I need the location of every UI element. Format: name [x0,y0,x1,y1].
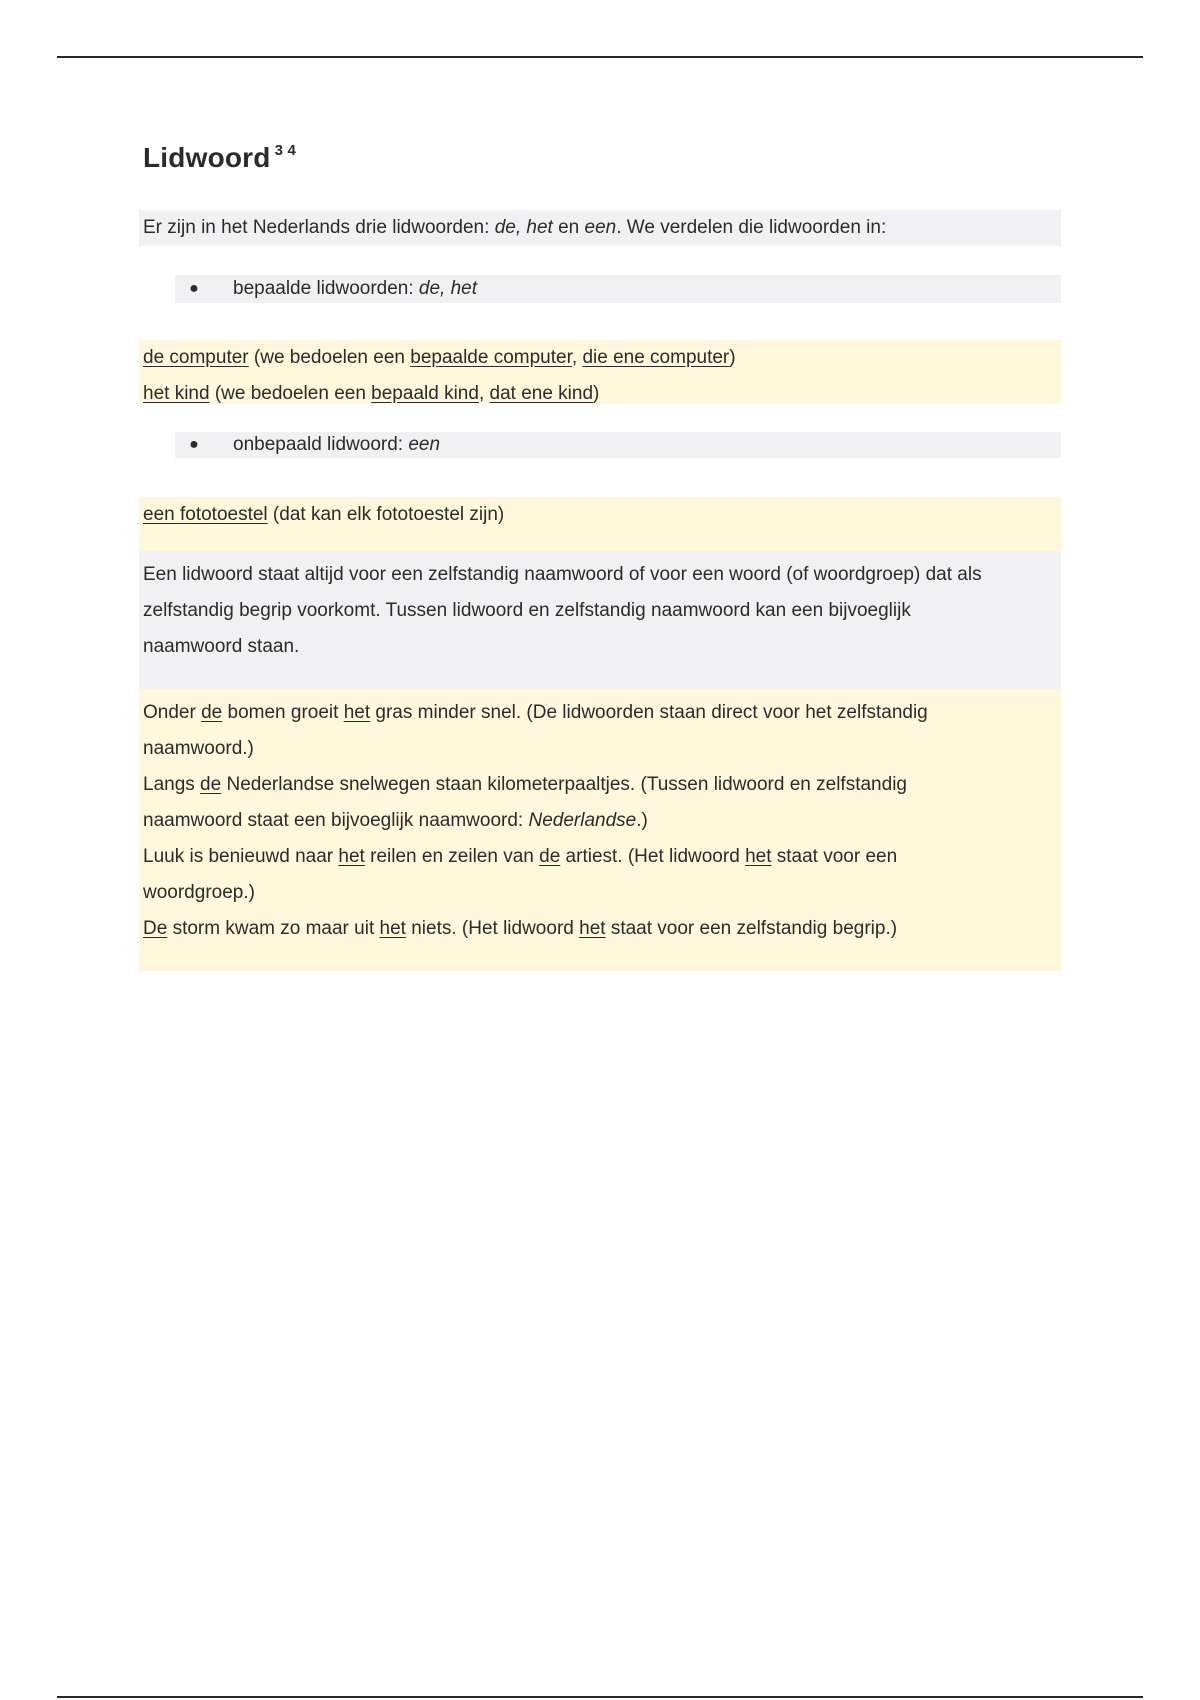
italic-word: Nederlandse [528,810,637,831]
underlined-article: De [143,918,168,939]
example-text: (dat kan elk fototoestel zijn) [267,504,505,525]
underlined-article: het [745,846,772,867]
example-line [143,767,1061,803]
underlined-article: het [379,918,406,939]
example-line [143,376,1061,412]
example-line: woordgroep.) [143,882,255,903]
example-line [143,803,1061,839]
example-line: naamwoord.) [143,738,254,759]
example-text: Onder [143,702,202,723]
example-text: , [571,347,583,368]
example-text: Langs [143,774,201,795]
bullet-dot-icon: ● [189,436,199,453]
explanation-line: Een lidwoord staat altijd voor een zelfstandig naamwoord of voor een woord (of woordgroep) dat als [143,564,982,585]
explanation-line: zelfstandig begrip voorkomt. Tussen lidwoord en zelfstandig naamwoord kan een bijvoeglijk [143,600,911,621]
example-text: (we bedoelen een [248,347,411,368]
intro-text: . We verdelen die lidwoorden in: [616,217,887,238]
example-text: Nederlandse snelwegen staan kilometerpaaltjes. (Tussen lidwoord en zelfstandig [221,774,907,795]
bullet-dot-icon: ● [189,280,199,297]
example-indefinite [139,497,1061,551]
example-text: (we bedoelen een [209,383,372,404]
examples-block [139,689,1061,971]
example-text: Luuk is benieuwd naar [143,846,339,867]
intro-word: een [584,217,617,238]
explanation-paragraph [139,551,1061,689]
underlined-article: het [338,846,365,867]
intro-words: de, het [494,217,553,238]
underlined-phrase: bepaald kind [371,383,479,404]
title-text: Lidwoord [143,142,271,173]
example-line [143,839,1061,875]
bullet-value: een [408,434,441,455]
example-text: ) [729,347,736,368]
example-text: naamwoord staat een bijvoeglijk naamwoord: [143,810,529,831]
underlined-phrase: die ene computer [582,347,730,368]
bullet-label: bepaalde lidwoorden: [233,278,419,299]
bullet-value: de, het [418,278,478,299]
bullet-label: onbepaald lidwoord: [233,434,409,455]
example-text: , [478,383,490,404]
footnote-refs: 3 4 [274,142,297,159]
bullet-item-definite [175,275,1061,303]
footer-rule [57,1696,1143,1698]
bullet-text [233,432,440,458]
underlined-article: de [201,702,223,723]
bullet-text [233,275,477,303]
underlined-phrase: bepaalde computer [410,347,572,368]
example-text: gras minder snel. (De lidwoorden staan direct voor het zelfstandig [370,702,928,723]
intro-text: Er zijn in het Nederlands drie lidwoorden: [143,217,495,238]
underlined-article: het [579,918,606,939]
underlined-phrase: dat ene kind [489,383,594,404]
underlined-phrase: het kind [143,383,210,404]
intro-text: en [552,217,585,238]
example-text: staat voor een [771,846,898,867]
header-rule [57,56,1143,58]
bullet-item-indefinite [175,432,1061,458]
example-text: artiest. (Het lidwoord [560,846,746,867]
explanation-line: naamwoord staan. [143,636,300,657]
example-text: staat voor een zelfstandig begrip.) [605,918,898,939]
example-line [143,340,1061,376]
underlined-phrase: een fototoestel [143,504,268,525]
example-text: reilen en zeilen van [364,846,540,867]
underlined-article: de [200,774,222,795]
underlined-article: de [539,846,561,867]
example-definite [139,340,1061,404]
example-text: storm kwam zo maar uit [167,918,380,939]
example-text: niets. (Het lidwoord [405,918,580,939]
intro-paragraph [139,210,1061,246]
example-line [143,911,1061,947]
example-line [143,695,1061,731]
underlined-article: het [343,702,371,723]
example-text: ) [593,383,600,404]
page-title [143,142,296,174]
underlined-phrase: de computer [143,347,249,368]
example-text: bomen groeit [222,702,344,723]
example-text: .) [636,810,648,831]
